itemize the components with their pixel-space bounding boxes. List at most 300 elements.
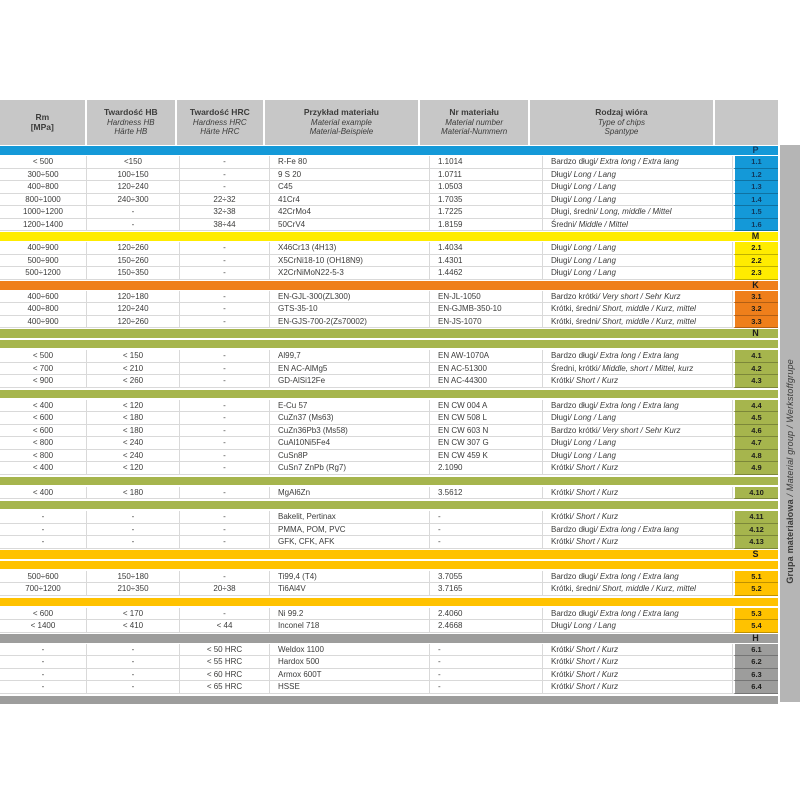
rm-cell: < 600 (0, 425, 87, 438)
rm-cell: 1000÷1200 (0, 206, 87, 219)
chip-type-text-translations: / Extra long / Extra lang (595, 400, 679, 410)
chip-type-text-translations: / Short / Kurz (571, 376, 619, 386)
hardness-hrc-cell: < 60 HRC (180, 669, 270, 682)
chip-type-text-pl: Średni, krótki (551, 363, 598, 373)
hardness-hrc-cell: - (180, 181, 270, 194)
material-number-cell: - (430, 681, 543, 694)
hardness-hrc-cell: - (180, 242, 270, 255)
group-number-cell: 4.8 (733, 450, 778, 463)
table-row (0, 255, 778, 268)
group-number-cell: 1.5 (733, 206, 778, 219)
rm-cell: - (0, 656, 87, 669)
table-row (0, 669, 778, 682)
material-table (0, 100, 778, 706)
hardness-hrc-cell: - (180, 536, 270, 549)
chip-type-text-translations: / Long / Lang (569, 255, 616, 265)
sidebar-label-italic: / Material group / Werkstoffgrupe (785, 359, 795, 500)
chip-type-text-pl: Krótki, średni (551, 316, 598, 326)
rm-cell: 500÷900 (0, 255, 87, 268)
material-example-cell: Hardox 500 (270, 656, 430, 669)
chip-type-cell (543, 571, 733, 584)
material-example-cell: X46Cr13 (4H13) (270, 242, 430, 255)
chip-type-text-translations: / Extra long / Extra lang (595, 351, 679, 361)
rm-cell: < 900 (0, 375, 87, 388)
chip-type-text-pl: Długi (551, 169, 570, 179)
chip-type-text-translations: / Short / Kurz (571, 463, 619, 473)
rm-cell: < 400 (0, 487, 87, 500)
chip-type-text-pl: Krótki (551, 512, 572, 522)
hardness-hrc-cell: - (180, 437, 270, 450)
chip-type-text-translations: / Long / Lang (569, 438, 616, 448)
chip-type-text-pl: Krótki (551, 487, 572, 497)
material-example-cell: Al99,7 (270, 350, 430, 363)
chip-type-text-pl: Bardzo długi (551, 157, 596, 167)
chip-type-text-translations: / Very short / Sehr Kurz (597, 291, 681, 301)
group-number-cell: 6.2 (733, 656, 778, 669)
group-number-cell: 4.10 (733, 487, 778, 500)
hardness-hrc-cell: < 44 (180, 620, 270, 633)
material-example-cell: Ti99,4 (T4) (270, 571, 430, 584)
material-example-cell: HSSE (270, 681, 430, 694)
material-example-cell: PMMA, POM, PVC (270, 524, 430, 537)
chip-type-cell (543, 487, 733, 500)
chip-type-text-translations: / Short, middle / Kurz, mittel (597, 584, 696, 594)
chip-type-cell (543, 219, 733, 232)
hardness-hb-cell: - (87, 206, 180, 219)
chip-type-text-pl: Krótki (551, 376, 572, 386)
chip-type-cell (543, 620, 733, 633)
header-line: Type of chips (597, 117, 645, 127)
chip-type-text-pl: Krótki (551, 682, 572, 692)
header-line: Härte HRC (200, 127, 240, 137)
chip-type-text-pl: Długi (551, 621, 570, 631)
rm-cell: < 800 (0, 437, 87, 450)
hardness-hrc-cell: < 65 HRC (180, 681, 270, 694)
section-separator-bar (0, 390, 778, 398)
table-row (0, 303, 778, 316)
hardness-hrc-cell: - (180, 524, 270, 537)
hardness-hrc-cell: - (180, 255, 270, 268)
material-example-cell: Inconel 718 (270, 620, 430, 633)
chip-type-text-pl: Bardzo długi (551, 571, 596, 581)
material-number-cell: - (430, 511, 543, 524)
hardness-hrc-cell: - (180, 316, 270, 329)
hardness-hb-cell: < 120 (87, 400, 180, 413)
hardness-hb-cell: <150 (87, 156, 180, 169)
rm-cell: 500÷600 (0, 571, 87, 584)
chip-type-text-translations: / Extra long / Extra lang (595, 524, 679, 534)
chip-type-text-pl: Bardzo długi (551, 608, 596, 618)
material-example-cell: EN-GJL-300(ZL300) (270, 291, 430, 304)
material-number-cell: EN-JS-1070 (430, 316, 543, 329)
chip-type-cell (543, 681, 733, 694)
chip-type-cell (543, 169, 733, 182)
hardness-hb-cell: 120÷260 (87, 242, 180, 255)
chip-type-text-pl: Bardzo krótki (551, 425, 598, 435)
material-number-cell: EN AC-51300 (430, 363, 543, 376)
table-row (0, 487, 778, 500)
table-row (0, 194, 778, 207)
rm-cell: 800÷1000 (0, 194, 87, 207)
rm-cell: - (0, 511, 87, 524)
material-example-cell: 50CrV4 (270, 219, 430, 232)
header-line: Rm (35, 112, 50, 122)
table-row (0, 242, 778, 255)
table-row (0, 363, 778, 376)
section-separator-bar (0, 477, 778, 485)
group-number-cell: 3.3 (733, 316, 778, 329)
chip-type-text-translations: / Long / Lang (569, 169, 616, 179)
chip-type-cell (543, 316, 733, 329)
chip-type-cell (543, 267, 733, 280)
group-number-cell: 5.3 (733, 608, 778, 621)
hardness-hrc-cell: - (180, 375, 270, 388)
hardness-hrc-cell: - (180, 412, 270, 425)
material-number-cell: 1.8159 (430, 219, 543, 232)
group-number-cell: 4.6 (733, 425, 778, 438)
rm-cell: < 500 (0, 350, 87, 363)
section-separator-bar (0, 561, 778, 569)
header-line: Nr materiału (449, 107, 499, 118)
hardness-hrc-cell: - (180, 169, 270, 182)
chip-type-text-translations: / Short / Kurz (571, 669, 619, 679)
table-row (0, 571, 778, 584)
material-example-cell: R-Fe 80 (270, 156, 430, 169)
table-row (0, 620, 778, 633)
material-number-cell: 2.4668 (430, 620, 543, 633)
material-example-cell: 42CrMo4 (270, 206, 430, 219)
material-number-cell: 3.7165 (430, 583, 543, 596)
section-header-bar (0, 550, 778, 559)
header-line: Twardość HB (103, 107, 158, 118)
chip-type-text-pl: Bardzo długi (551, 351, 596, 361)
section-header-bar (0, 329, 778, 338)
material-number-cell: EN CW 508 L (430, 412, 543, 425)
hardness-hb-cell: - (87, 644, 180, 657)
group-number-cell: 4.7 (733, 437, 778, 450)
table-row (0, 316, 778, 329)
hardness-hrc-cell: - (180, 291, 270, 304)
group-number-cell: 1.6 (733, 219, 778, 232)
material-number-cell: 1.0711 (430, 169, 543, 182)
table-row (0, 681, 778, 694)
hardness-hb-cell: 120÷240 (87, 303, 180, 316)
chip-type-cell (543, 194, 733, 207)
rm-cell: < 800 (0, 450, 87, 463)
chip-type-cell (543, 350, 733, 363)
material-example-cell: X5CrNi18-10 (OH18N9) (270, 255, 430, 268)
hardness-hb-cell: 120÷240 (87, 181, 180, 194)
material-number-cell: EN CW 004 A (430, 400, 543, 413)
hardness-hrc-cell: - (180, 425, 270, 438)
chip-type-text-translations: / Extra long / Extra lang (595, 571, 679, 581)
material-example-cell: 9 S 20 (270, 169, 430, 182)
table-row (0, 412, 778, 425)
header-line: [MPa] (30, 121, 54, 132)
chip-type-text-pl: Krótki (551, 644, 572, 654)
material-number-cell: 1.4034 (430, 242, 543, 255)
chip-type-text-pl: Bardzo długi (551, 524, 596, 534)
chip-type-text-pl: Krótki (551, 657, 572, 667)
table-row (0, 644, 778, 657)
hardness-hb-cell: 120÷180 (87, 291, 180, 304)
hardness-hb-cell: < 180 (87, 487, 180, 500)
chip-type-text-translations: / Extra long / Extra lang (595, 157, 679, 167)
chip-type-cell (543, 206, 733, 219)
section-separator-bar (0, 501, 778, 509)
header-line: Härte HB (114, 127, 148, 137)
chip-type-cell (543, 375, 733, 388)
section-bar-fill (0, 329, 733, 338)
material-number-cell: 1.7035 (430, 194, 543, 207)
material-example-cell: Weldox 1100 (270, 644, 430, 657)
table-row (0, 291, 778, 304)
table-row (0, 462, 778, 475)
chip-type-cell (543, 291, 733, 304)
hardness-hb-cell: - (87, 219, 180, 232)
rm-cell: 400÷900 (0, 316, 87, 329)
chip-type-text-translations: / Long / Lang (569, 413, 616, 423)
chip-type-cell (543, 462, 733, 475)
chip-type-text-translations: / Short / Kurz (571, 644, 619, 654)
group-letter: H (752, 632, 759, 643)
chip-type-text-pl: Średni (551, 219, 575, 229)
hardness-hrc-cell: < 55 HRC (180, 656, 270, 669)
chip-type-text-translations: / Long / Lang (569, 194, 616, 204)
hardness-hrc-cell: - (180, 462, 270, 475)
hardness-hrc-cell: - (180, 156, 270, 169)
header-cell (418, 100, 528, 145)
material-example-cell: GTS-35-10 (270, 303, 430, 316)
material-example-cell: CuZn36Pb3 (Ms58) (270, 425, 430, 438)
chip-type-cell (543, 303, 733, 316)
material-number-cell: - (430, 669, 543, 682)
material-number-cell: - (430, 644, 543, 657)
section-M (0, 232, 778, 280)
chip-type-text-pl: Długi (551, 255, 570, 265)
table-row (0, 450, 778, 463)
chip-type-cell (543, 511, 733, 524)
group-number-cell: 4.12 (733, 524, 778, 537)
group-letter: P (752, 145, 759, 155)
chip-type-text-pl: Bardzo krótki (551, 291, 598, 301)
material-example-cell: GFK, CFK, AFK (270, 536, 430, 549)
chip-type-text-translations: / Long / Lang (569, 450, 616, 460)
group-number-cell: 4.1 (733, 350, 778, 363)
group-number-cell: 5.4 (733, 620, 778, 633)
hardness-hb-cell: - (87, 524, 180, 537)
table-row (0, 511, 778, 524)
hardness-hb-cell: < 410 (87, 620, 180, 633)
group-number-cell: 5.2 (733, 583, 778, 596)
chip-type-cell (543, 412, 733, 425)
material-number-cell: 1.4301 (430, 255, 543, 268)
chip-type-text-translations: / Middle / Mittel (574, 219, 628, 229)
material-example-cell: EN AC-AlMg5 (270, 363, 430, 376)
material-number-cell: EN CW 307 G (430, 437, 543, 450)
chip-type-cell (543, 400, 733, 413)
table-row (0, 536, 778, 549)
group-letter: N (752, 328, 759, 338)
group-number-cell: 6.3 (733, 669, 778, 682)
table-row (0, 350, 778, 363)
rm-cell: < 400 (0, 462, 87, 475)
chip-type-text-translations: / Short / Kurz (571, 537, 619, 547)
hardness-hb-cell: - (87, 511, 180, 524)
sidebar-label-bold: Grupa materiałowa (785, 499, 795, 584)
header-cell (85, 100, 175, 145)
material-number-cell: 3.5612 (430, 487, 543, 500)
chip-type-cell (543, 644, 733, 657)
hardness-hrc-cell: - (180, 303, 270, 316)
chip-type-cell (543, 437, 733, 450)
chip-type-text-translations: / Long / Lang (569, 243, 616, 253)
hardness-hb-cell: < 240 (87, 437, 180, 450)
chip-type-text-translations: / Long / Lang (569, 621, 616, 631)
hardness-hb-cell: < 170 (87, 608, 180, 621)
rm-cell: < 600 (0, 412, 87, 425)
chip-type-text-pl: Długi (551, 194, 570, 204)
chip-type-text-pl: Krótki, średni (551, 584, 598, 594)
hardness-hrc-cell: - (180, 511, 270, 524)
rm-cell: - (0, 524, 87, 537)
hardness-hrc-cell: - (180, 350, 270, 363)
table-row (0, 219, 778, 232)
chip-type-cell (543, 536, 733, 549)
hardness-hb-cell: 150÷260 (87, 255, 180, 268)
hardness-hb-cell: 210÷350 (87, 583, 180, 596)
group-number-cell: 3.1 (733, 291, 778, 304)
group-number-cell: 1.3 (733, 181, 778, 194)
group-number-cell: 2.2 (733, 255, 778, 268)
chip-type-text-pl: Krótki (551, 463, 572, 473)
group-letter: K (752, 279, 759, 290)
table-row (0, 400, 778, 413)
hardness-hb-cell: - (87, 536, 180, 549)
material-example-cell: 41Cr4 (270, 194, 430, 207)
chip-type-cell (543, 242, 733, 255)
hardness-hrc-cell: 38÷44 (180, 219, 270, 232)
chip-type-cell (543, 524, 733, 537)
group-number-cell: 4.9 (733, 462, 778, 475)
section-header-bar (0, 281, 778, 290)
chip-type-text-translations: / Short / Kurz (571, 682, 619, 692)
header-cell (175, 100, 263, 145)
rm-cell: 500÷1200 (0, 267, 87, 280)
hardness-hb-cell: 240÷300 (87, 194, 180, 207)
material-number-cell: 2.4060 (430, 608, 543, 621)
table-row (0, 181, 778, 194)
header-line: Hardness HRC (192, 117, 247, 127)
material-example-cell: Ti6Al4V (270, 583, 430, 596)
hardness-hrc-cell: - (180, 267, 270, 280)
table-row (0, 425, 778, 438)
hardness-hrc-cell: - (180, 450, 270, 463)
header-cell (0, 100, 85, 145)
material-number-cell: 1.1014 (430, 156, 543, 169)
material-number-cell: - (430, 536, 543, 549)
chip-type-cell (543, 156, 733, 169)
chip-type-text-translations: / Long / Lang (569, 268, 616, 278)
section-bar-fill (0, 146, 733, 155)
chip-type-text-translations: / Short / Kurz (571, 657, 619, 667)
material-number-cell: 2.1090 (430, 462, 543, 475)
sidebar-vertical-label (785, 359, 795, 584)
hardness-hrc-cell: 22÷32 (180, 194, 270, 207)
group-number-cell: 6.4 (733, 681, 778, 694)
material-example-cell: EN-GJS-700-2(Zs70002) (270, 316, 430, 329)
hardness-hrc-cell: < 50 HRC (180, 644, 270, 657)
section-header-bar (0, 232, 778, 241)
table-row (0, 437, 778, 450)
header-cell (528, 100, 713, 145)
chip-type-cell (543, 363, 733, 376)
material-group-sidebar (778, 145, 800, 702)
hardness-hrc-cell: - (180, 571, 270, 584)
material-number-cell: EN CW 459 K (430, 450, 543, 463)
section-header-bar (0, 634, 778, 643)
material-number-cell: 1.0503 (430, 181, 543, 194)
rm-cell: 400÷800 (0, 181, 87, 194)
section-header-bar (0, 146, 778, 155)
chip-type-cell (543, 181, 733, 194)
chip-type-text-pl: Długi (551, 438, 570, 448)
header-line: Material-Nummern (441, 127, 508, 137)
rm-cell: 400÷800 (0, 303, 87, 316)
chip-type-text-pl: Długi (551, 450, 570, 460)
header-line: Material-Beispiele (309, 127, 374, 137)
section-K (0, 281, 778, 329)
rm-cell: < 700 (0, 363, 87, 376)
chip-type-text-translations: / Long, middle / Mittel (595, 207, 672, 217)
header-cell (263, 100, 419, 145)
table-row (0, 583, 778, 596)
header-line: Material number (445, 117, 504, 127)
table-row (0, 169, 778, 182)
section-P (0, 146, 778, 231)
material-example-cell: E-Cu 57 (270, 400, 430, 413)
section-separator-bar (0, 340, 778, 348)
material-example-cell: Ni 99.2 (270, 608, 430, 621)
group-number-cell: 4.3 (733, 375, 778, 388)
chip-type-text-pl: Długi (551, 268, 570, 278)
chip-type-text-translations: / Short / Kurz (571, 512, 619, 522)
section-bar-fill (0, 281, 733, 290)
rm-cell: < 1400 (0, 620, 87, 633)
hardness-hrc-cell: - (180, 487, 270, 500)
rm-cell: 1200÷1400 (0, 219, 87, 232)
hardness-hb-cell: 100÷150 (87, 169, 180, 182)
table-row (0, 206, 778, 219)
material-example-cell: CuAl10Ni5Fe4 (270, 437, 430, 450)
material-example-cell: Armox 600T (270, 669, 430, 682)
material-number-cell: 3.7055 (430, 571, 543, 584)
section-H (0, 634, 778, 704)
group-number-cell: 1.4 (733, 194, 778, 207)
group-number-cell: 1.1 (733, 156, 778, 169)
section-separator-bar (0, 696, 778, 704)
hardness-hb-cell: < 260 (87, 375, 180, 388)
table-row (0, 524, 778, 537)
rm-cell: - (0, 681, 87, 694)
chip-type-cell (543, 450, 733, 463)
material-example-cell: Bakelit, Pertinax (270, 511, 430, 524)
chip-type-cell (543, 425, 733, 438)
material-number-cell: EN AW-1070A (430, 350, 543, 363)
table-row (0, 156, 778, 169)
chip-type-text-translations: / Long / Lang (569, 182, 616, 192)
material-number-cell: - (430, 524, 543, 537)
